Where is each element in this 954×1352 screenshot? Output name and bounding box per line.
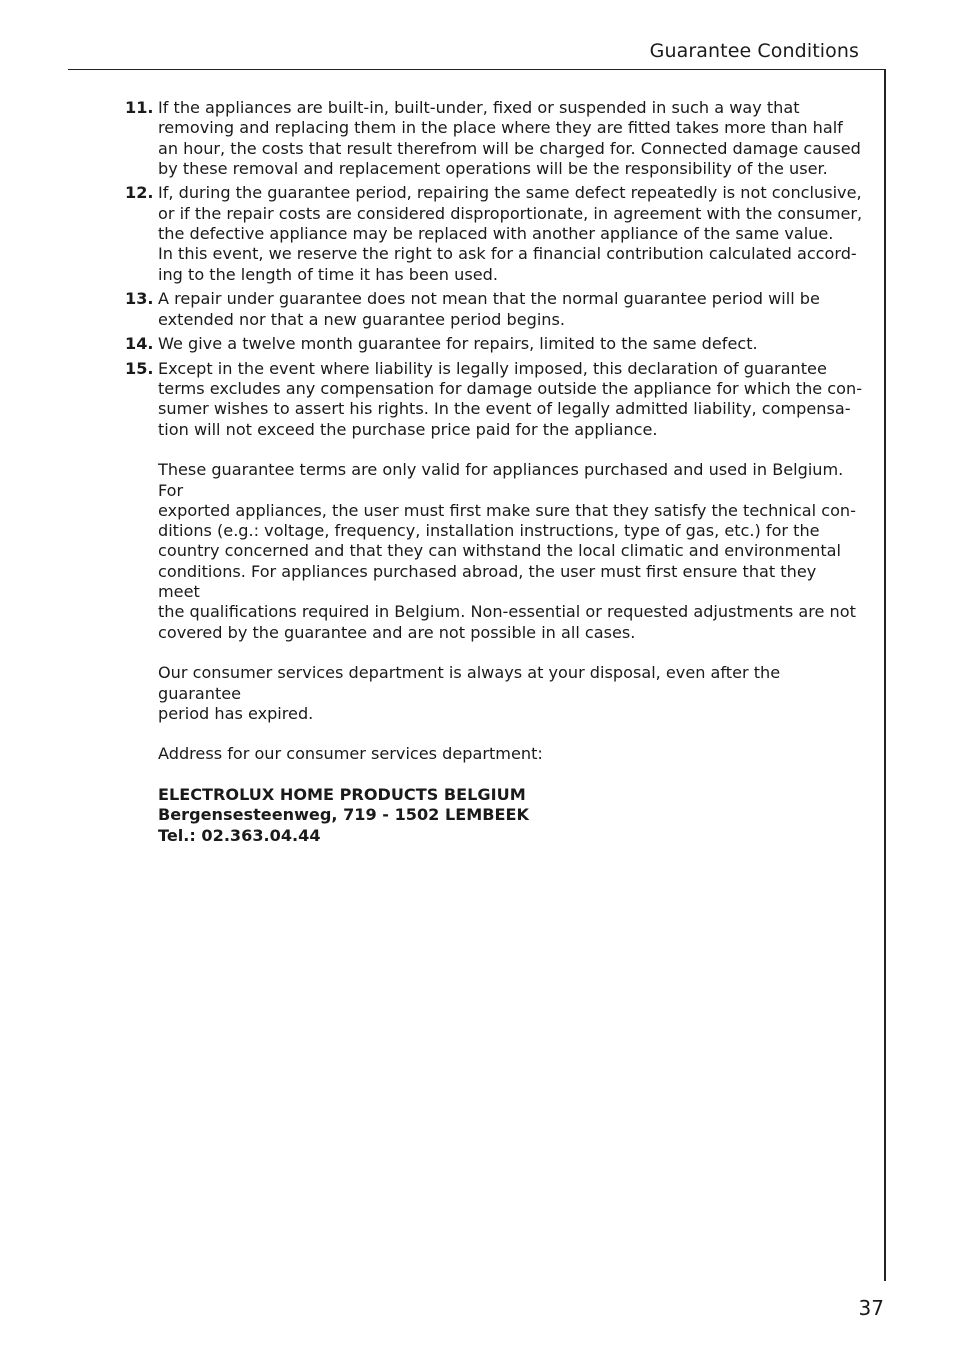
company-name: ELECTROLUX HOME PRODUCTS BELGIUM — [158, 784, 526, 804]
item-number: 14. — [125, 334, 154, 354]
item-text: We give a twelve month guarantee for repairs, limited to the same defect. — [158, 334, 758, 354]
section-title: Guarantee Conditions — [649, 40, 859, 62]
services-paragraph: Our consumer services department is always at your disposal, even after the guarantee period has expired. — [158, 663, 781, 723]
service-address — [158, 785, 863, 846]
list-item — [125, 334, 863, 354]
item-text: If the appliances are built-in, built-under, fixed or suspended in such a way that removing and replacing them in the place where they are fitted takes more than half an hour, the costs that result therefrom will be charged for. Connected damage caused by these removal and replacement operations will be the responsibility of the user. — [158, 98, 861, 178]
margin-rule — [884, 69, 886, 1281]
item-number: 12. — [125, 183, 154, 203]
list-item — [125, 183, 863, 284]
list-item — [125, 289, 863, 330]
page-number: 37 — [858, 1296, 884, 1320]
validity-paragraph: These guarantee terms are only valid for appliances purchased and used in Belgium. For exported appliances, the user must first make sure that they satisfy the technical con- ditions (e.g.: voltage, frequency, installation instructions, type of gas, etc.) for the country concerned and that they can withstand the local climatic and environmental conditions. For appliances purchased abroad, the user must first ensure that they meet the qualifications required in Belgium. Non-essential or requested adjustments are not covered by the guarantee and are not possible in all cases. — [158, 460, 856, 642]
street-address: Bergensesteenweg, 719 - 1502 LEMBEEK — [158, 805, 529, 825]
address-intro: Address for our consumer services department: — [158, 744, 543, 764]
phone-number: Tel.: 02.363.04.44 — [158, 825, 321, 845]
item-text: Except in the event where liability is legally imposed, this declaration of guarantee terms excludes any compensation for damage outside the appliance for which the con- sumer wishes to assert his rights. In the event of legally admitted liability, compensa- tion will not exceed the purchase price paid for the appliance. — [158, 358, 863, 439]
list-item — [125, 98, 863, 179]
guarantee-conditions-body — [125, 98, 863, 846]
item-number: 13. — [125, 289, 154, 309]
item-text: A repair under guarantee does not mean that the normal guarantee period will be extended nor that a new guarantee period begins. — [158, 289, 820, 329]
item-number: 11. — [125, 98, 154, 117]
header-divider — [68, 69, 886, 70]
list-item — [125, 359, 863, 440]
item-number: 15. — [125, 358, 154, 378]
item-text: If, during the guarantee period, repairing the same defect repeatedly is not conclusive, or if the repair costs are considered disproportionate, in agreement with the consumer, the defective appliance may be replaced with another appliance of the same value. In this event, we reserve the right to ask for a financial contribution calculated accord- ing to the length of time it has been used. — [158, 183, 863, 284]
